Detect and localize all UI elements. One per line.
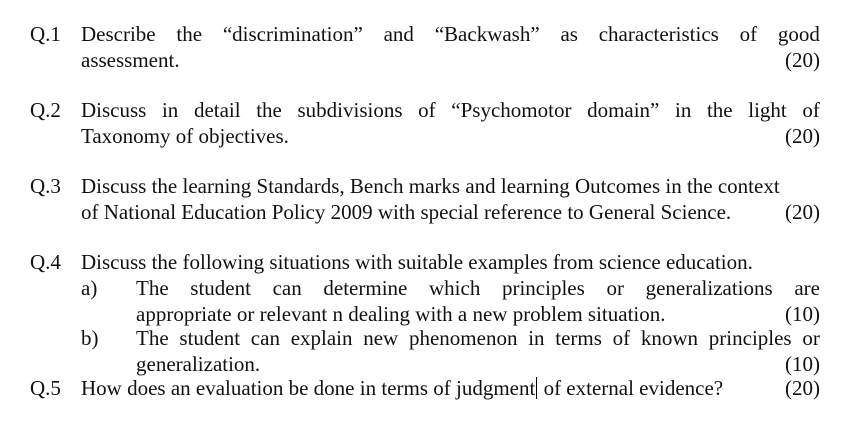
word: light	[748, 98, 787, 122]
question-text-end: appropriate or relevant n dealing with a new problem situation.	[136, 302, 666, 326]
question-line	[81, 47, 820, 73]
word: and	[383, 22, 414, 46]
word: terms	[555, 326, 602, 350]
question-line	[81, 21, 820, 47]
word: phenomenon	[408, 326, 518, 350]
word: generalizations	[645, 276, 773, 300]
word: principles	[708, 326, 792, 350]
question-line	[81, 375, 820, 401]
question-text	[81, 249, 820, 275]
question-line	[81, 199, 820, 225]
text-before-cursor: How does an evaluation be done in terms of judgment	[81, 376, 536, 400]
marks: (10)	[785, 352, 820, 376]
word: are	[794, 276, 820, 300]
word: of	[418, 98, 436, 122]
question-text-end: of National Education Policy 2009 with special reference to General Science.	[81, 200, 732, 224]
word: student	[179, 326, 241, 350]
word: The	[136, 326, 169, 350]
question-line	[81, 123, 820, 149]
marks: (20)	[785, 200, 820, 224]
marks: (10)	[785, 302, 820, 326]
question-number: Q.3	[30, 174, 61, 198]
word: which	[429, 276, 481, 300]
question-text-end	[81, 375, 723, 401]
sub-question-text	[136, 325, 820, 377]
word: subdivisions	[297, 98, 403, 122]
question-line	[136, 275, 820, 301]
question-line: Discuss the learning Standards, Bench marks and learning Outcomes in the context	[81, 174, 780, 198]
word: in	[161, 98, 179, 122]
question-text-end: assessment.	[81, 48, 180, 72]
word: can	[250, 326, 280, 350]
word: or	[606, 276, 624, 300]
word: Discuss	[81, 98, 147, 122]
word: as	[560, 22, 578, 46]
word: explain	[290, 326, 353, 350]
word: “Backwash”	[434, 22, 540, 46]
question-text-end: Taxonomy of objectives.	[81, 124, 289, 148]
word: the	[256, 98, 282, 122]
question-line	[81, 97, 820, 123]
word: of	[802, 98, 820, 122]
question-number: Q.1	[30, 22, 61, 46]
word: “discrimination”	[222, 22, 363, 46]
word: the	[176, 22, 203, 46]
word: in	[675, 98, 692, 122]
question-text[interactable]	[81, 375, 820, 401]
question-number: Q.2	[30, 98, 61, 122]
question-line	[136, 301, 820, 327]
word: domain”	[587, 98, 660, 122]
question-text	[81, 173, 820, 225]
question-text	[81, 21, 820, 73]
word: of	[612, 326, 631, 350]
word: or	[802, 326, 820, 350]
word: “Psychomotor	[451, 98, 572, 122]
word: Describe	[81, 22, 156, 46]
question-line: Discuss the following situations with suitable examples from science education.	[81, 250, 753, 274]
marks: (20)	[785, 124, 820, 148]
word: detail	[193, 98, 241, 122]
word: characteristics	[598, 22, 719, 46]
word: principles	[501, 276, 585, 300]
question-number: Q.4	[30, 250, 61, 274]
word: in	[528, 326, 545, 350]
word: good	[777, 22, 820, 46]
question-line	[136, 325, 820, 351]
word: can	[272, 276, 302, 300]
question-number: Q.5	[30, 376, 61, 400]
marks: (20)	[785, 376, 820, 400]
question-text	[81, 97, 820, 149]
sub-question-label: a)	[81, 276, 98, 300]
word: The	[136, 276, 169, 300]
word: known	[640, 326, 699, 350]
word: of	[739, 22, 758, 46]
word: the	[706, 98, 733, 122]
marks: (20)	[785, 48, 820, 72]
text-after-cursor: of external evidence?	[538, 376, 724, 400]
word: new	[363, 326, 399, 350]
word: determine	[323, 276, 408, 300]
question-text-end: generalization.	[136, 352, 261, 376]
question-line	[136, 351, 820, 377]
sub-question-text	[136, 275, 820, 327]
sub-question-label: b)	[81, 326, 99, 350]
word: student	[190, 276, 251, 300]
